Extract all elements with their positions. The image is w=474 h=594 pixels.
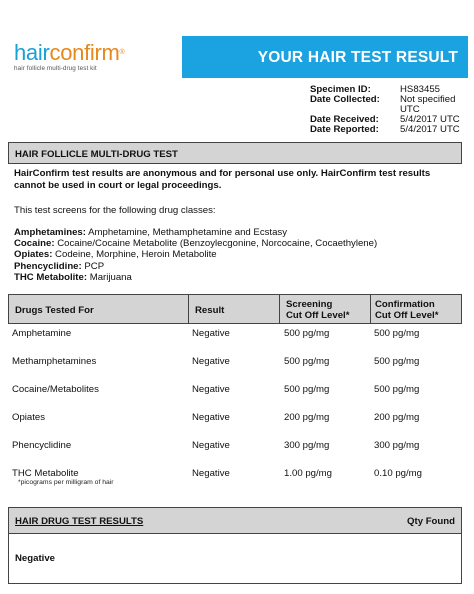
specimen-info (310, 85, 474, 135)
header-confirmation-line2: Cut Off Level* (375, 310, 439, 321)
drug-class-name: Amphetamines: (14, 227, 86, 238)
footnote: *picograms per milligram of hair (18, 479, 114, 486)
cell-screening: 500 pg/mg (284, 384, 330, 395)
cell-result: Negative (192, 412, 230, 423)
table-row (8, 408, 462, 436)
cell-confirmation: 500 pg/mg (374, 384, 420, 395)
header-result: Result (195, 305, 225, 316)
logo-tagline: hair follicle multi-drug test kit (14, 65, 97, 72)
drug-class-item (14, 227, 462, 238)
logo-confirm-text: confirm (49, 40, 120, 65)
column-divider (279, 295, 280, 323)
drug-class-desc: Cocaine/Cocaine Metabolite (Benzoylecgonine, Norcocaine, Cocaethylene) (54, 238, 378, 250)
drug-class-desc: Amphetamine, Methamphetamine and Ecstasy (85, 227, 288, 238)
cell-drug: THC Metabolite (12, 468, 79, 479)
specimen-row (310, 95, 474, 105)
specimen-value: HS83455 (400, 84, 441, 95)
drug-class-desc: Codeine, Morphine, Heroin Metabolite (52, 249, 217, 261)
specimen-label: Date Received: (310, 114, 379, 125)
header-confirmation (375, 299, 438, 321)
table-row (8, 436, 462, 464)
table-row (8, 352, 462, 380)
disclaimer: HairConfirm test results are anonymous and for personal use only. HairConfirm test results cannot be used in court or legal proceedings. (14, 168, 431, 191)
header-confirmation-line1: Confirmation (375, 299, 435, 310)
drug-class-item (14, 249, 462, 260)
specimen-value: UTC (400, 104, 420, 115)
cell-screening: 200 pg/mg (284, 412, 330, 423)
drug-class-item (14, 238, 462, 249)
table-row (8, 380, 462, 408)
logo-wordmark (14, 42, 124, 64)
drug-class-list (14, 227, 462, 283)
cell-result: Negative (192, 356, 230, 367)
specimen-value: Not specified (400, 94, 456, 105)
header-screening-line2: Cut Off Level* (286, 310, 350, 321)
drug-class-desc: PCP (81, 260, 105, 272)
cell-result: Negative (192, 468, 230, 479)
drug-class-name: Opiates: (14, 249, 53, 261)
cell-drug: Opiates (12, 412, 46, 423)
cell-drug: Amphetamine (12, 328, 72, 339)
drug-class-item (14, 272, 462, 283)
cell-drug: Phencyclidine (12, 440, 72, 451)
section-header-test-results (8, 507, 462, 534)
qty-found-label: Qty Found (407, 516, 455, 527)
specimen-value: 5/4/2017 UTC (400, 124, 460, 135)
specimen-label: Date Reported: (310, 124, 379, 135)
cell-screening: 500 pg/mg (284, 356, 330, 367)
header-drugs-tested: Drugs Tested For (15, 305, 94, 316)
specimen-value: 5/4/2017 UTC (400, 114, 460, 125)
drug-class-name: Cocaine: (14, 238, 55, 250)
cell-confirmation: 500 pg/mg (374, 356, 420, 367)
cell-drug: Methamphetamines (12, 356, 97, 367)
drug-class-name: Phencyclidine: (14, 260, 82, 272)
overall-result: Negative (15, 553, 55, 564)
cell-result: Negative (192, 328, 230, 339)
header-screening-line1: Screening (286, 299, 333, 310)
logo-registered-mark: ® (119, 49, 125, 56)
title-banner (182, 36, 468, 78)
page-title: YOUR HAIR TEST RESULT (257, 49, 458, 66)
drug-table-body (8, 324, 462, 492)
specimen-label: Specimen ID: (310, 84, 371, 95)
cell-confirmation: 500 pg/mg (374, 328, 420, 339)
drug-class-name: THC Metabolite: (14, 271, 88, 283)
drug-class-desc: Marijuana (87, 271, 132, 283)
section-header-multi-drug-test (8, 142, 462, 164)
cell-confirmation: 200 pg/mg (374, 412, 420, 423)
screens-statement: This test screens for the following drug classes: (14, 205, 216, 216)
table-row (8, 464, 462, 492)
cell-drug: Cocaine/Metabolites (12, 384, 99, 395)
intro-text (14, 168, 462, 283)
logo-hair-text: hair (14, 40, 50, 65)
cell-confirmation: 300 pg/mg (374, 440, 420, 451)
specimen-label: Date Collected: (310, 94, 380, 105)
cell-screening: 300 pg/mg (284, 440, 330, 451)
specimen-row (310, 125, 474, 135)
results-box (8, 534, 462, 584)
table-row (8, 324, 462, 352)
section-title: HAIR FOLLICLE MULTI-DRUG TEST (15, 149, 178, 160)
drug-class-item (14, 261, 462, 272)
results-title: HAIR DRUG TEST RESULTS (15, 516, 144, 527)
column-divider (370, 295, 371, 323)
header-screening (286, 299, 349, 321)
logo (14, 42, 124, 72)
column-divider (188, 295, 189, 323)
drug-table-header (8, 294, 462, 324)
cell-screening: 1.00 pg/mg (284, 468, 333, 479)
cell-result: Negative (192, 440, 230, 451)
cell-screening: 500 pg/mg (284, 328, 330, 339)
cell-confirmation: 0.10 pg/mg (374, 468, 423, 479)
cell-result: Negative (192, 384, 230, 395)
